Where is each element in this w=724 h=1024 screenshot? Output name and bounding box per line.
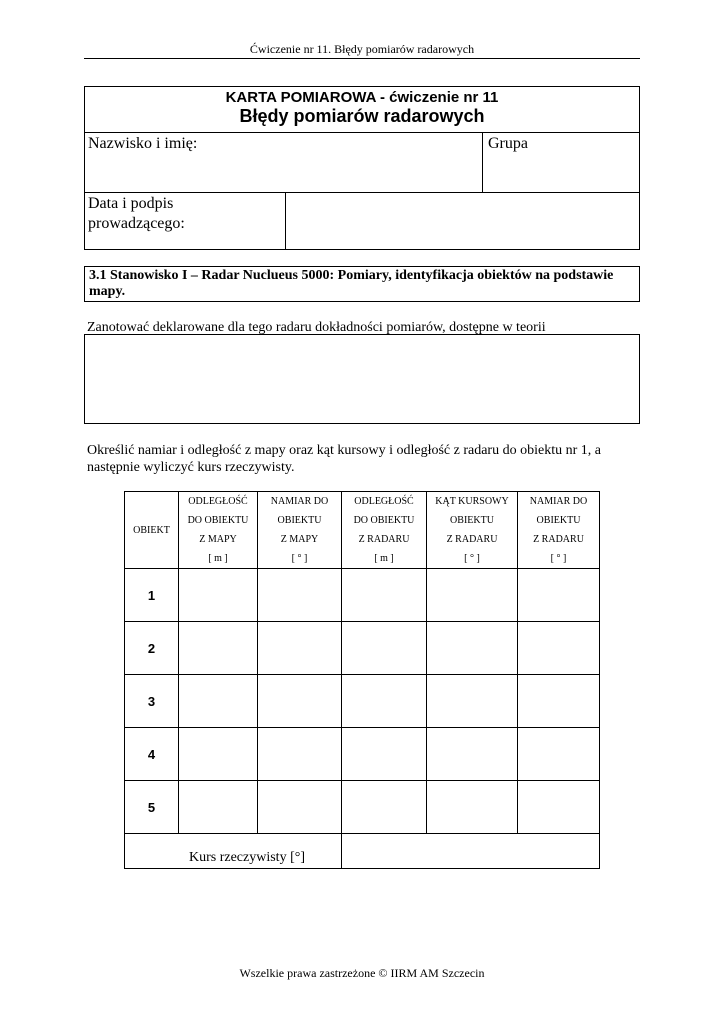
kurs-row [125, 834, 600, 869]
header-rule [84, 58, 640, 59]
card-title: KARTA POMIAROWA - ćwiczenie nr 11 [225, 89, 499, 106]
input-cell[interactable] [427, 622, 518, 675]
input-cell[interactable] [179, 622, 258, 675]
measurement-table [124, 491, 600, 869]
page-header: Ćwiczenie nr 11. Błędy pomiarów radarowych [249, 42, 475, 56]
input-cell[interactable] [518, 781, 600, 834]
header-relative-bearing-radar: KĄT KURSOWY OBIEKTU Z RADARU [ ° ] [427, 492, 518, 569]
instruction-measurement: Określić namiar i odległość z mapy oraz kąt kursowy i odległość z radaru do obiektu nr 1, a następnie wyliczyć kurs rzeczywisty. [87, 443, 601, 475]
page-footer: Wszelkie prawa zastrzeżone © IIRM AM Szczecin [239, 966, 485, 980]
header-bearing-radar: NAMIAR DO OBIEKTU Z RADARU [ ° ] [518, 492, 600, 569]
input-cell[interactable] [258, 569, 342, 622]
input-cell[interactable] [427, 569, 518, 622]
accuracy-answer-box[interactable] [84, 334, 640, 424]
table-row [125, 728, 600, 781]
table-row [125, 675, 600, 728]
group-label: Grupa [488, 135, 528, 152]
kurs-label: Kurs rzeczywisty [°] [125, 834, 342, 869]
input-cell[interactable] [342, 569, 427, 622]
object-number: 2 [125, 622, 179, 675]
input-cell[interactable] [258, 728, 342, 781]
input-cell[interactable] [518, 728, 600, 781]
table-row [125, 569, 600, 622]
card-subtitle: Błędy pomiarów radarowych [239, 106, 485, 126]
header-distance-map: ODLEGŁOŚĆ DO OBIEKTU Z MAPY [ m ] [179, 492, 258, 569]
signature-field[interactable] [286, 193, 639, 249]
input-cell[interactable] [342, 622, 427, 675]
header-distance-radar: ODLEGŁOŚĆ DO OBIEKTU Z RADARU [ m ] [342, 492, 427, 569]
input-cell[interactable] [258, 622, 342, 675]
input-cell[interactable] [427, 781, 518, 834]
group-divider [482, 132, 483, 192]
input-cell[interactable] [179, 675, 258, 728]
object-number: 1 [125, 569, 179, 622]
table-header-row [125, 492, 600, 569]
input-cell[interactable] [427, 728, 518, 781]
input-cell[interactable] [518, 622, 600, 675]
input-cell[interactable] [342, 728, 427, 781]
input-cell[interactable] [179, 781, 258, 834]
signature-label-line1: Data i podpis [88, 195, 174, 212]
input-cell[interactable] [179, 728, 258, 781]
table-row [125, 781, 600, 834]
table-row [125, 622, 600, 675]
input-cell[interactable] [342, 675, 427, 728]
instruction-accuracy: Zanotować deklarowane dla tego radaru dokładności pomiarów, dostępne w teorii [87, 320, 546, 335]
input-cell[interactable] [427, 675, 518, 728]
object-number: 4 [125, 728, 179, 781]
input-cell[interactable] [258, 781, 342, 834]
signature-label-line2: prowadzącego: [88, 215, 185, 232]
name-label: Nazwisko i imię: [88, 135, 198, 152]
kurs-input-cell[interactable] [342, 834, 600, 869]
object-number: 5 [125, 781, 179, 834]
input-cell[interactable] [342, 781, 427, 834]
input-cell[interactable] [258, 675, 342, 728]
section-heading: 3.1 Stanowisko I – Radar Nuclueus 5000: Pomiary, identyfikacja obiektów na podstawie mapy. [84, 266, 640, 302]
header-obiekt: OBIEKT [125, 492, 179, 569]
input-cell[interactable] [518, 675, 600, 728]
name-field[interactable] [286, 132, 482, 192]
object-number: 3 [125, 675, 179, 728]
input-cell[interactable] [179, 569, 258, 622]
header-bearing-map: NAMIAR DO OBIEKTU Z MAPY [ ° ] [258, 492, 342, 569]
input-cell[interactable] [518, 569, 600, 622]
